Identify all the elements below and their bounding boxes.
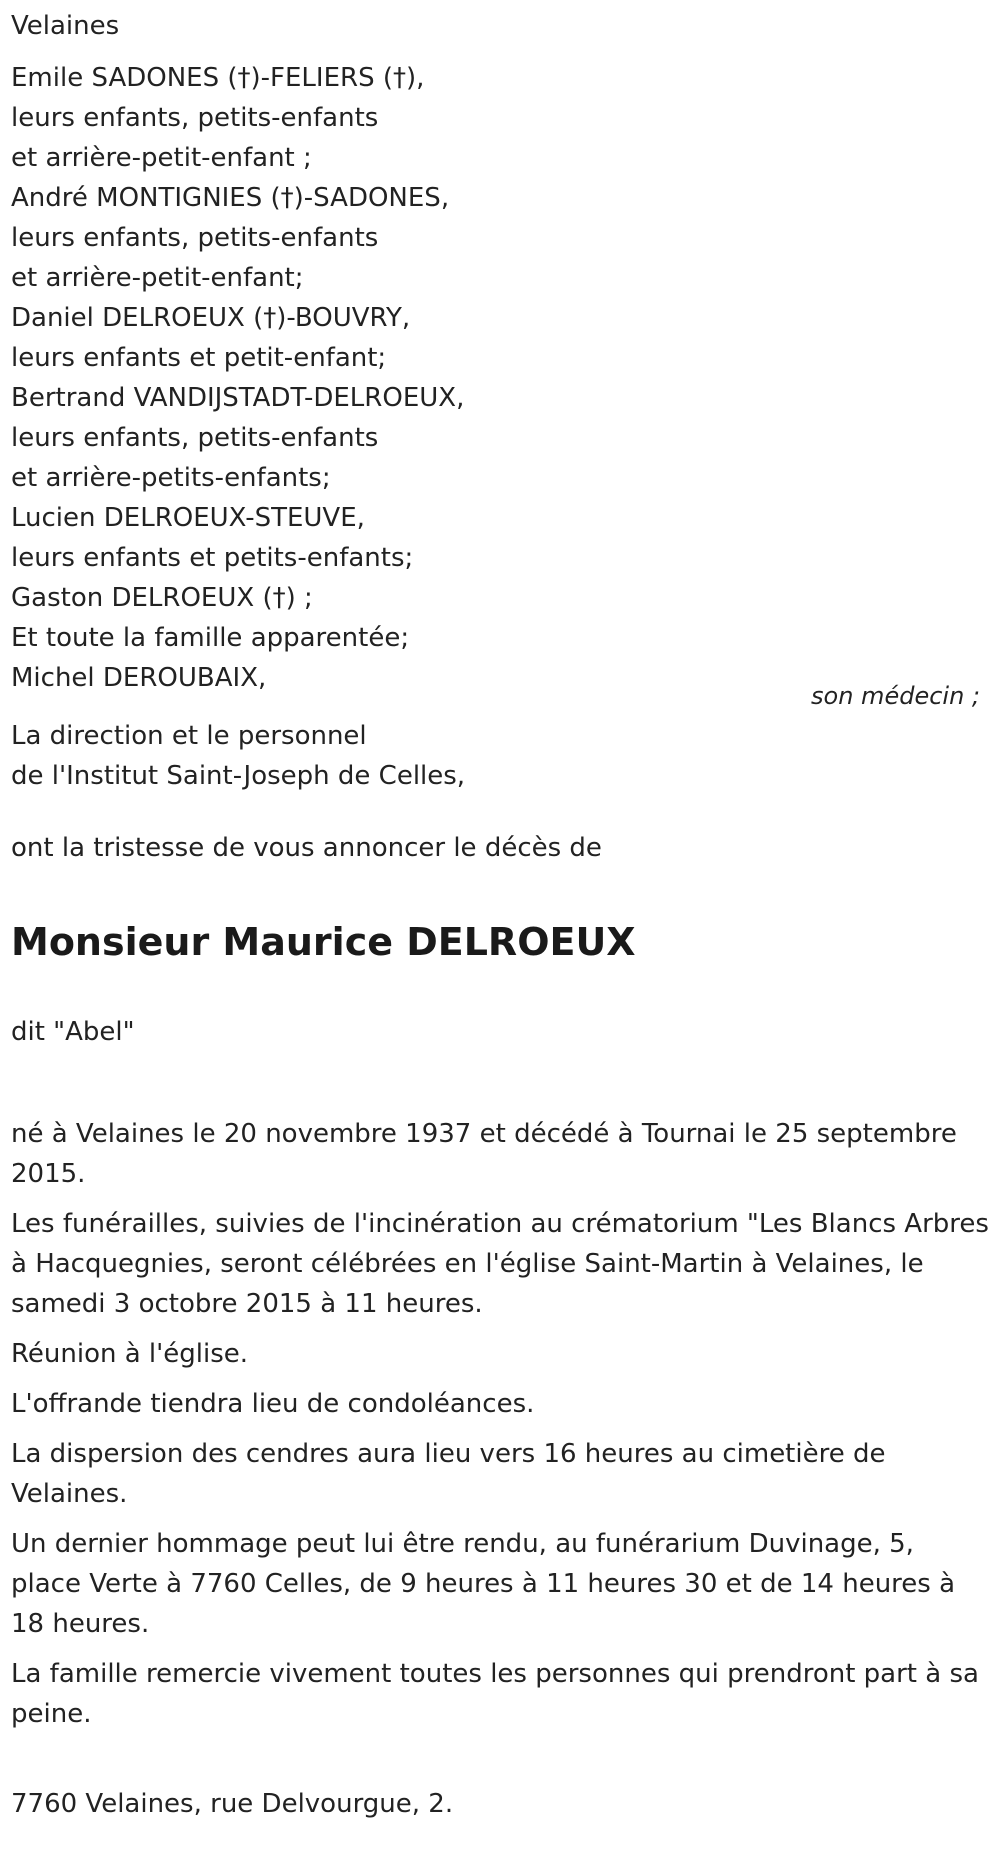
paragraph-thanks: La famille remercie vivement toutes les personnes qui prendront part à sa peine. — [11, 1659, 979, 1729]
family-list — [11, 58, 991, 698]
deceased-name: Monsieur Maurice DELROEUX — [11, 920, 636, 964]
family-line: Michel DEROUBAIX, — [11, 663, 267, 693]
obituary-notice — [11, 0, 991, 1850]
paragraph-meeting: Réunion à l'église. — [11, 1339, 249, 1369]
announcement-text: ont la tristesse de vous annoncer le décès de — [11, 833, 602, 863]
nickname-text: dit "Abel" — [11, 1017, 135, 1047]
institution-line: La direction et le personnel — [11, 721, 367, 751]
family-line: André MONTIGNIES (†)-SADONES, — [11, 183, 450, 213]
paragraph-birth-death: né à Velaines le 20 novembre 1937 et décédé à Tournai le 25 septembre 2015. — [11, 1119, 957, 1189]
details-block — [11, 1114, 991, 1734]
family-line: et arrière-petit-enfant ; — [11, 143, 312, 173]
physician-note: son médecin ; — [811, 682, 980, 710]
family-line: Emile SADONES (†)-FELIERS (†), — [11, 63, 425, 93]
family-line: leurs enfants, petits-enfants — [11, 223, 379, 253]
family-line: Gaston DELROEUX (†) ; — [11, 583, 313, 613]
paragraph-funeral: Les funérailles, suivies de l'incinération au crématorium "Les Blancs Arbres à Hacquegnies, seront célébrées en l'église Saint-Martin à Velaines, le samedi 3 octobre 2015 à 11 heures. — [11, 1209, 989, 1319]
family-line: et arrière-petit-enfant; — [11, 263, 304, 293]
paragraph-offering: L'offrande tiendra lieu de condoléances. — [11, 1389, 535, 1419]
paragraph-ashes: La dispersion des cendres aura lieu vers 16 heures au cimetière de Velaines. — [11, 1439, 886, 1509]
family-line: Et toute la famille apparentée; — [11, 623, 410, 653]
institution-line: de l'Institut Saint-Joseph de Celles, — [11, 761, 466, 791]
family-line: leurs enfants et petits-enfants; — [11, 543, 414, 573]
family-line: Daniel DELROEUX (†)-BOUVRY, — [11, 303, 411, 333]
family-line: Bertrand VANDIJSTADT-DELROEUX, — [11, 383, 465, 413]
family-line: et arrière-petits-enfants; — [11, 463, 331, 493]
paragraph-tribute: Un dernier hommage peut lui être rendu, au funérarium Duvinage, 5, place Verte à 7760 Celles, de 9 heures à 11 heures 30 et de 14 heures à 18 heures. — [11, 1529, 956, 1639]
family-line: leurs enfants, petits-enfants — [11, 103, 379, 133]
family-line: leurs enfants et petit-enfant; — [11, 343, 387, 373]
institution-block — [11, 716, 991, 796]
location-heading: Velaines — [11, 11, 120, 41]
family-line: Lucien DELROEUX-STEUVE, — [11, 503, 365, 533]
family-line: leurs enfants, petits-enfants — [11, 423, 379, 453]
family-address: 7760 Velaines, rue Delvourgue, 2. — [11, 1789, 454, 1819]
